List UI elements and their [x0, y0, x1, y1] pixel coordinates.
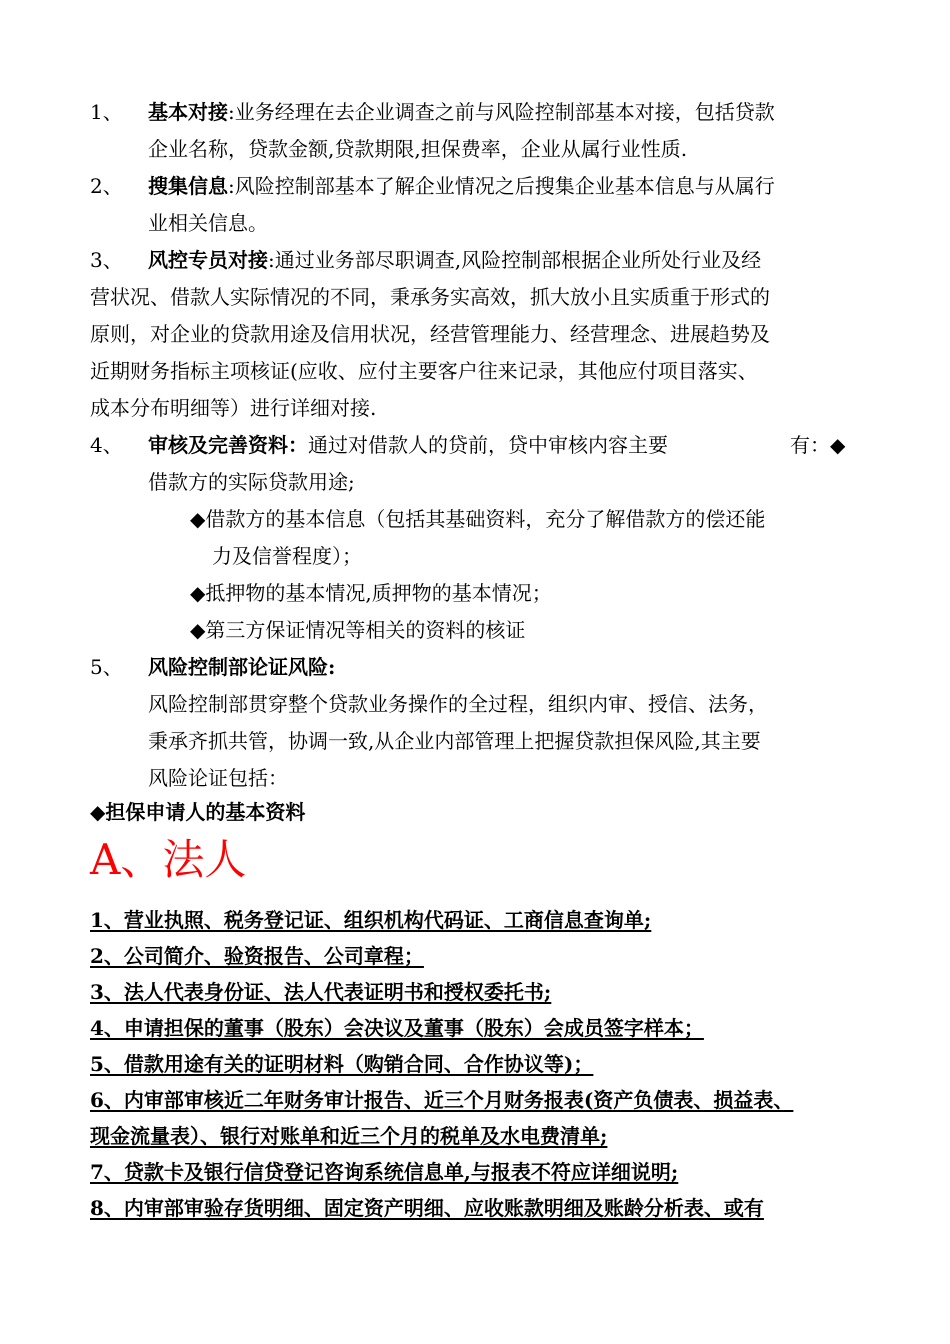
applicant-heading: ◆担保申请人的基本资料 — [90, 800, 306, 824]
item-4-line-1-tail: 有：◆ — [790, 433, 846, 457]
item-5-line-3: 秉承齐抓共管，协调一致,从企业内部管理上把握贷款担保风险,其主要 — [148, 729, 761, 753]
bullet-1-line-1: ◆借款方的基本信息（包括其基础资料，充分了解借款方的偿还能 — [190, 507, 766, 531]
item-5-line-2: 风险控制部贯穿整个贷款业务操作的全过程，组织内审、授信、法务， — [148, 692, 768, 716]
bullet-2: ◆抵押物的基本情况,质押物的基本情况； — [190, 581, 552, 605]
item-3-line-5: 成本分布明细等）进行详细对接. — [90, 396, 377, 420]
item-3-line-2: 营状况、借款人实际情况的不同，秉承务实高效，抓大放小且实质重于形式的 — [90, 285, 770, 309]
doc-item-6-line-2: 现金流量表）、银行对账单和近三个月的税单及水电费清单; — [90, 1124, 608, 1148]
item-1-text: :业务经理在去企业调查之前与风险控制部基本对接，包括贷款 — [228, 100, 775, 124]
bullet-3: ◆第三方保证情况等相关的资料的核证 — [190, 618, 526, 642]
item-2-text: :风险控制部基本了解企业情况之后搜集企业基本信息与从属行 — [228, 174, 775, 198]
item-1-line-1 — [148, 100, 775, 124]
item-3-number: 3、 — [90, 248, 123, 272]
item-1-title: 基本对接 — [148, 100, 228, 124]
item-5-line-4: 风险论证包括： — [148, 766, 288, 790]
item-1-line-2: 企业名称，贷款金额,贷款期限,担保费率，企业从属行业性质. — [148, 137, 688, 161]
doc-item-2: 2、公司简介、验资报告、公司章程； — [90, 944, 424, 968]
section-title: A、法人 — [90, 835, 247, 884]
item-2-number: 2、 — [90, 174, 123, 198]
item-2-line-1 — [148, 174, 775, 198]
item-2-title: 搜集信息 — [148, 174, 228, 198]
item-1-number: 1、 — [90, 100, 123, 124]
item-5-number: 5、 — [90, 655, 123, 679]
item-3-line-1 — [148, 248, 761, 272]
item-4-line-2: 借款方的实际贷款用途; — [148, 470, 355, 494]
doc-item-4: 4、申请担保的董事（股东）会决议及董事（股东）会成员签字样本； — [90, 1016, 704, 1040]
doc-item-7: 7、贷款卡及银行信贷登记咨询系统信息单,与报表不符应详细说明; — [90, 1160, 679, 1184]
item-4-title: 审核及完善资料： — [148, 433, 308, 457]
item-4-line-1 — [148, 433, 668, 457]
item-3-text: :通过业务部尽职调查,风险控制部根据企业所处行业及经 — [268, 248, 762, 272]
bullet-1-line-2: 力及信誉程度）； — [212, 544, 362, 568]
doc-item-6-line-1: 6、内审部审核近二年财务审计报告、近三个月财务报表(资产负债表、损益表、 — [90, 1088, 794, 1112]
doc-item-5: 5、借款用途有关的证明材料（购销合同、合作协议等)； — [90, 1052, 594, 1076]
item-2-line-2: 业相关信息。 — [148, 211, 268, 235]
doc-item-8: 8、内审部审验存货明细、固定资产明细、应收账款明细及账龄分析表、或有 — [90, 1196, 764, 1220]
item-4-text: 通过对借款人的贷前，贷中审核内容主要 — [308, 433, 668, 457]
doc-item-1: 1、营业执照、税务登记证、组织机构代码证、工商信息查询单; — [90, 908, 652, 932]
item-4-number: 4、 — [90, 433, 123, 457]
item-3-line-4: 近期财务指标主项核证(应收、应付主要客户往来记录，其他应付项目落实、 — [90, 359, 758, 383]
item-5-title: 风险控制部论证风险: — [148, 655, 336, 679]
item-3-title: 风控专员对接 — [148, 248, 268, 272]
item-3-line-3: 原则，对企业的贷款用途及信用状况，经营管理能力、经营理念、进展趋势及 — [90, 322, 770, 346]
doc-item-3: 3、法人代表身份证、法人代表证明书和授权委托书; — [90, 980, 552, 1004]
